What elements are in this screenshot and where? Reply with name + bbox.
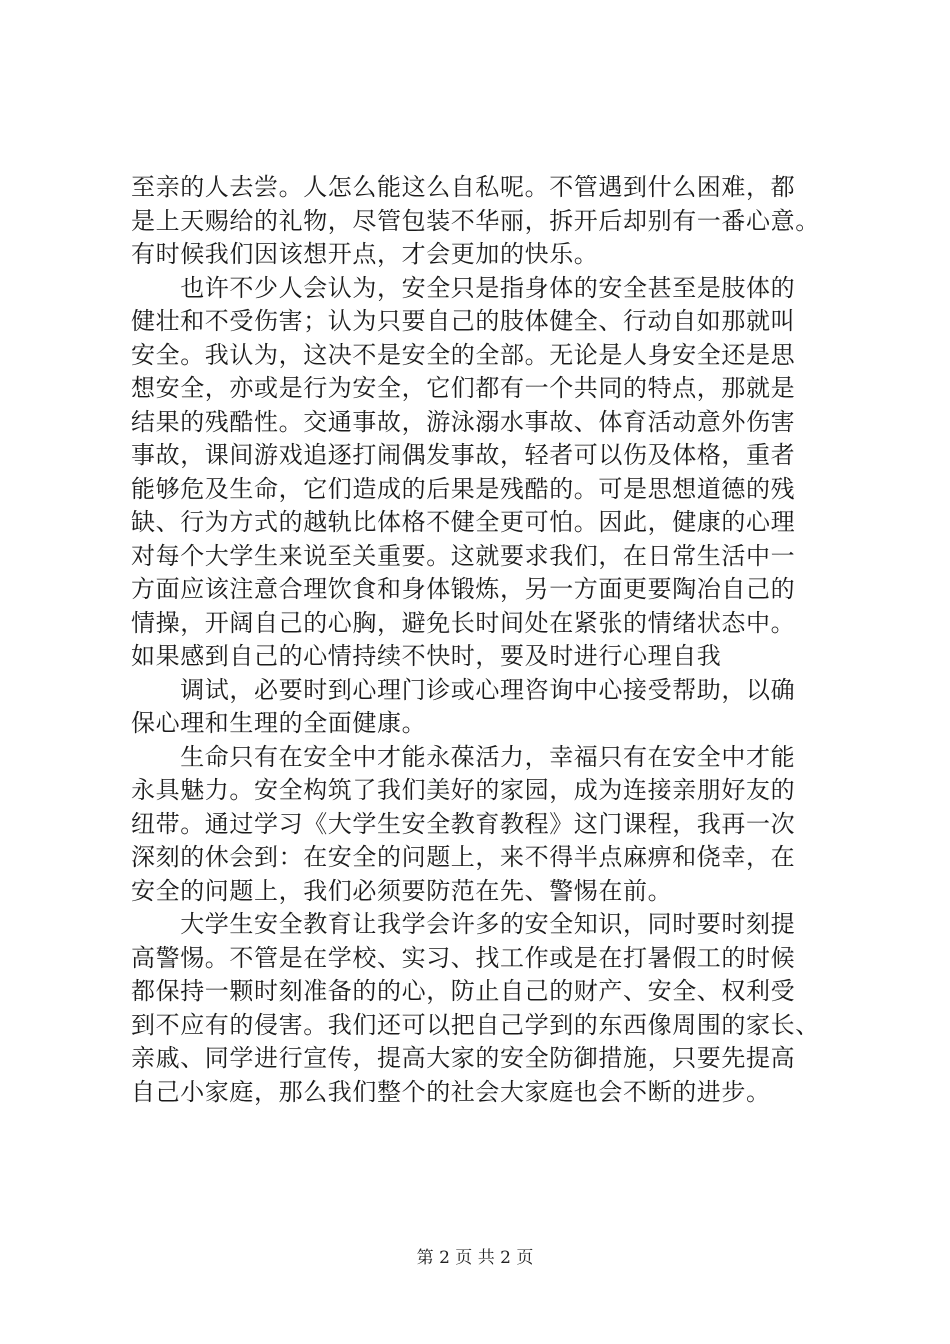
text-line: 到不应有的侵害。我们还可以把自己学到的东西像周围的家长、 [131, 1010, 820, 1039]
text-line: 调试，必要时到心理门诊或心理咨询中心接受帮助，以确 [131, 675, 796, 704]
text-line: 安全。我认为，这决不是安全的全部。无论是人身安全还是思 [131, 340, 796, 369]
text-line: 生命只有在安全中才能永葆活力，幸福只有在安全中才能 [131, 742, 796, 771]
text-line: 健壮和不受伤害；认为只要自己的肢体健全、行动自如那就叫 [131, 307, 796, 335]
text-line: 都保持一颗时刻准备的的心，防止自己的财产、安全、权利受 [131, 977, 796, 1005]
text-line: 也许不少人会认为，安全只是指身体的安全甚至是肢体的 [131, 273, 796, 302]
text-line: 安全的问题上，我们必须要防范在先、警惕在前。 [131, 876, 673, 905]
text-line: 事故，课间游戏追逐打闹偶发事故，轻者可以伤及体格，重者 [131, 441, 796, 469]
text-line: 至亲的人去尝。人怎么能这么自私呢。不管遇到什么困难，都 [131, 173, 796, 201]
text-line: 有时候我们因该想开点，才会更加的快乐。 [131, 240, 599, 268]
text-line: 缺、行为方式的越轨比体格不健全更可怕。因此，健康的心理 [131, 508, 796, 536]
text-line: 自己小家庭，那么我们整个的社会大家庭也会不断的进步。 [131, 1077, 771, 1106]
text-line: 情操，开阔自己的心胸，避免长时间处在紧张的情绪状态中。 [131, 608, 796, 637]
text-line: 纽带。通过学习《大学生安全教育教程》这门课程，我再一次 [131, 809, 796, 838]
text-line: 永具魅力。安全构筑了我们美好的家园，成为连接亲朋好友的 [131, 776, 796, 804]
text-line: 如果感到自己的心情持续不快时，要及时进行心理自我 [131, 642, 722, 670]
text-line: 深刻的休会到：在安全的问题上，来不得半点麻痹和侥幸，在 [131, 843, 796, 871]
text-line: 对每个大学生来说至关重要。这就要求我们，在日常生活中一 [131, 541, 796, 570]
text-line: 能够危及生命，它们造成的后果是残酷的。可是思想道德的残 [131, 474, 796, 503]
text-line: 方面应该注意合理饮食和身体锻炼，另一方面更要陶冶自己的 [131, 575, 796, 603]
body-text [131, 171, 841, 1109]
text-line: 高警惕。不管是在学校、实习、找工作或是在打暑假工的时候 [131, 943, 796, 972]
text-line: 亲戚、同学进行宣传，提高大家的安全防御措施，只要先提高 [131, 1044, 796, 1072]
text-line: 大学生安全教育让我学会许多的安全知识，同时要时刻提 [131, 910, 796, 938]
text-line: 是上天赐给的礼物，尽管包装不华丽，拆开后却别有一番心意。 [131, 206, 820, 235]
text-line: 保心理和生理的全面健康。 [131, 709, 427, 737]
text-line: 想安全，亦或是行为安全，它们都有一个共同的特点，那就是 [131, 374, 796, 402]
page-number-footer: 第 2 页 共 2 页 [416, 1248, 534, 1268]
text-line: 结果的残酷性。交通事故，游泳溺水事故、体育活动意外伤害 [131, 407, 796, 436]
